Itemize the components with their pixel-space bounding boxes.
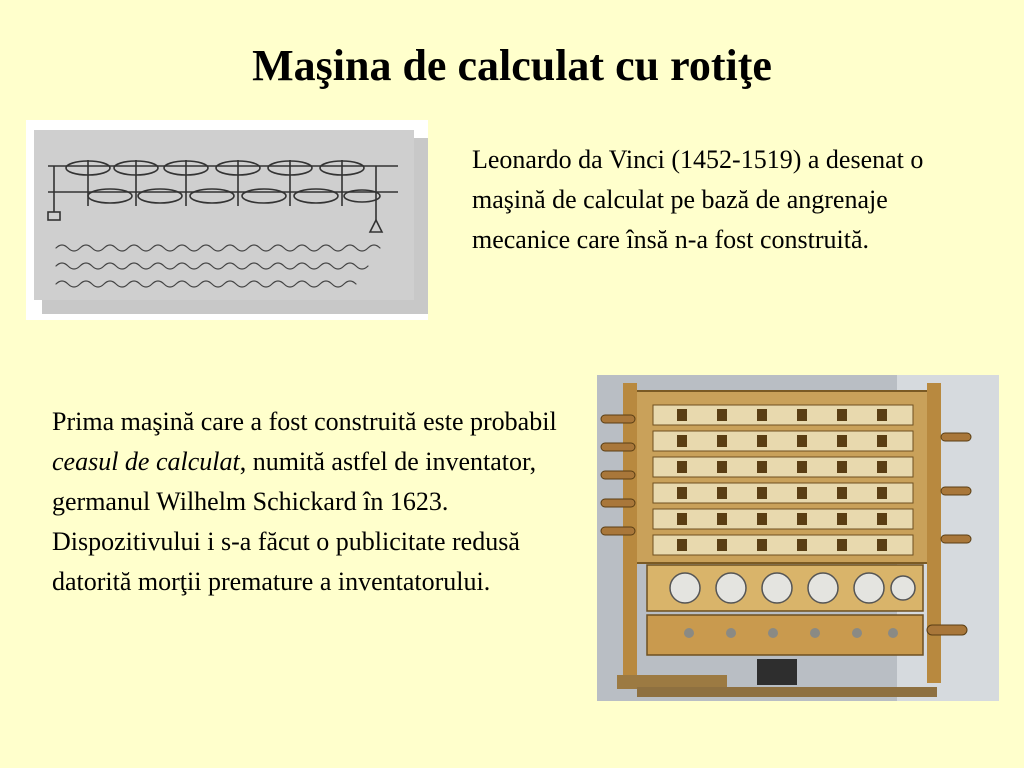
schickard-paragraph-start: Prima maşină care a fost construită este probabil <box>52 407 557 436</box>
schickard-calculating-clock-image <box>597 375 999 701</box>
leonardo-paragraph: Leonardo da Vinci (1452-1519) a desenat o maşină de calculat pe bază de angrenaje mecanice care însă n-a fost construită. <box>472 145 924 254</box>
slide-title: Maşina de calculat cu rotiţe <box>252 41 772 90</box>
schickard-paragraph <box>52 402 572 602</box>
schickard-paragraph-italic: ceasul de calculat <box>52 447 240 476</box>
leonardo-sketch-image <box>26 120 428 320</box>
schickard-paragraph-end: , numită astfel de inventator, germanul Wilhelm Schickard în 1623. Dispozitivului i s-a făcut o publicitate redusă datorită morţii premature a inventatorului. <box>52 447 537 596</box>
